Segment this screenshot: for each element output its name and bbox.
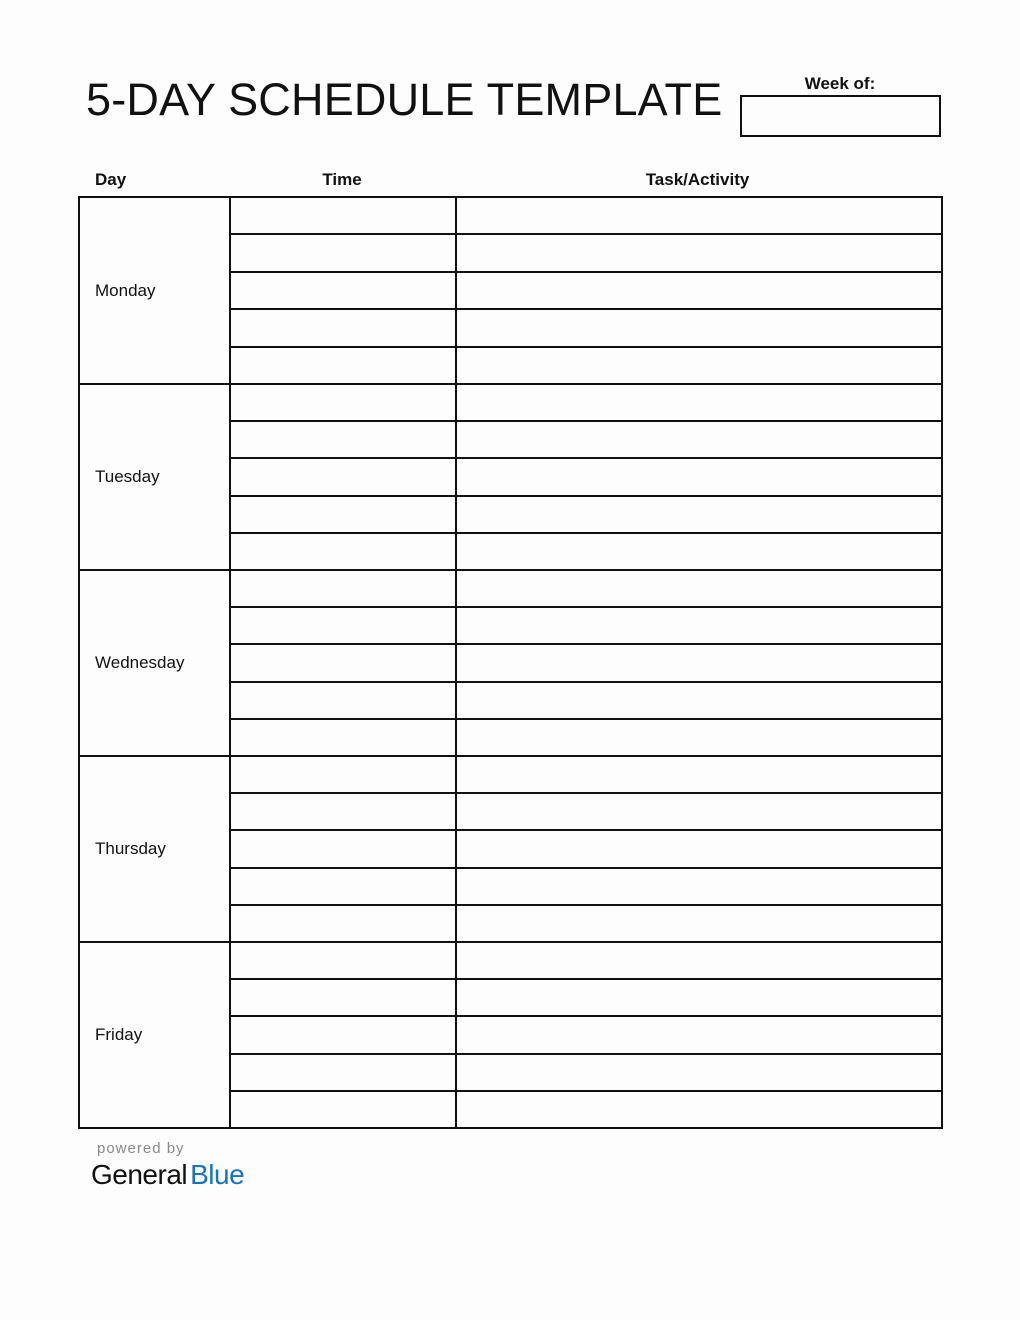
time-cell[interactable] (231, 1092, 457, 1127)
table-row (231, 867, 941, 904)
table-row (231, 643, 941, 680)
task-cell[interactable] (457, 869, 941, 904)
day-block-tuesday (80, 383, 941, 569)
time-cell[interactable] (231, 459, 457, 494)
table-row (231, 792, 941, 829)
table-row (231, 606, 941, 643)
time-cell[interactable] (231, 794, 457, 829)
day-block-monday (80, 198, 941, 383)
table-row (231, 198, 941, 233)
brand-logo (91, 1158, 244, 1192)
table-row (231, 346, 941, 383)
table-row (231, 978, 941, 1015)
table-row (231, 904, 941, 941)
task-cell[interactable] (457, 273, 941, 308)
day-label: Monday (80, 198, 231, 383)
task-cell[interactable] (457, 683, 941, 718)
time-cell[interactable] (231, 757, 457, 792)
week-of-label: Week of: (804, 74, 876, 93)
table-row (231, 385, 941, 420)
day-label: Friday (80, 943, 231, 1127)
day-label: Wednesday (80, 571, 231, 755)
day-label: Tuesday (80, 385, 231, 569)
schedule-table (78, 196, 943, 1129)
table-row (231, 829, 941, 866)
time-cell[interactable] (231, 198, 457, 233)
task-cell[interactable] (457, 422, 941, 457)
column-header-task: Task/Activity (645, 170, 750, 189)
table-row (231, 420, 941, 457)
day-block-wednesday (80, 569, 941, 755)
task-cell[interactable] (457, 608, 941, 643)
time-cell[interactable] (231, 645, 457, 680)
task-cell[interactable] (457, 571, 941, 606)
week-of-field[interactable] (740, 95, 941, 137)
task-cell[interactable] (457, 645, 941, 680)
task-cell[interactable] (457, 348, 941, 383)
task-cell[interactable] (457, 459, 941, 494)
table-row (231, 757, 941, 792)
task-cell[interactable] (457, 385, 941, 420)
task-cell[interactable] (457, 720, 941, 755)
table-row (231, 532, 941, 569)
time-cell[interactable] (231, 831, 457, 866)
table-row (231, 308, 941, 345)
table-row (231, 271, 941, 308)
time-cell[interactable] (231, 980, 457, 1015)
time-cell[interactable] (231, 273, 457, 308)
table-row (231, 233, 941, 270)
time-cell[interactable] (231, 534, 457, 569)
time-cell[interactable] (231, 683, 457, 718)
table-row (231, 1053, 941, 1090)
task-cell[interactable] (457, 757, 941, 792)
task-cell[interactable] (457, 980, 941, 1015)
task-cell[interactable] (457, 497, 941, 532)
table-row (231, 1015, 941, 1052)
time-cell[interactable] (231, 1017, 457, 1052)
task-cell[interactable] (457, 310, 941, 345)
task-cell[interactable] (457, 831, 941, 866)
brand-general: General (91, 1159, 188, 1190)
task-cell[interactable] (457, 943, 941, 978)
table-row (231, 718, 941, 755)
time-cell[interactable] (231, 720, 457, 755)
brand-blue: Blue (190, 1159, 245, 1190)
time-cell[interactable] (231, 348, 457, 383)
column-header-time: Time (322, 170, 362, 189)
day-label: Thursday (80, 757, 231, 941)
time-cell[interactable] (231, 385, 457, 420)
time-cell[interactable] (231, 235, 457, 270)
table-row (231, 457, 941, 494)
task-cell[interactable] (457, 198, 941, 233)
page-title: 5-DAY SCHEDULE TEMPLATE (86, 74, 723, 125)
time-cell[interactable] (231, 943, 457, 978)
day-block-thursday (80, 755, 941, 941)
task-cell[interactable] (457, 1092, 941, 1127)
task-cell[interactable] (457, 906, 941, 941)
time-cell[interactable] (231, 906, 457, 941)
task-cell[interactable] (457, 794, 941, 829)
column-header-day: Day (95, 170, 127, 189)
table-row (231, 495, 941, 532)
task-cell[interactable] (457, 1055, 941, 1090)
time-cell[interactable] (231, 422, 457, 457)
time-cell[interactable] (231, 869, 457, 904)
task-cell[interactable] (457, 1017, 941, 1052)
time-cell[interactable] (231, 497, 457, 532)
task-cell[interactable] (457, 534, 941, 569)
time-cell[interactable] (231, 608, 457, 643)
day-block-friday (80, 941, 941, 1127)
powered-by-text: powered by (97, 1140, 185, 1157)
task-cell[interactable] (457, 235, 941, 270)
table-row (231, 943, 941, 978)
time-cell[interactable] (231, 571, 457, 606)
table-row (231, 681, 941, 718)
time-cell[interactable] (231, 1055, 457, 1090)
table-row (231, 571, 941, 606)
time-cell[interactable] (231, 310, 457, 345)
table-row (231, 1090, 941, 1127)
